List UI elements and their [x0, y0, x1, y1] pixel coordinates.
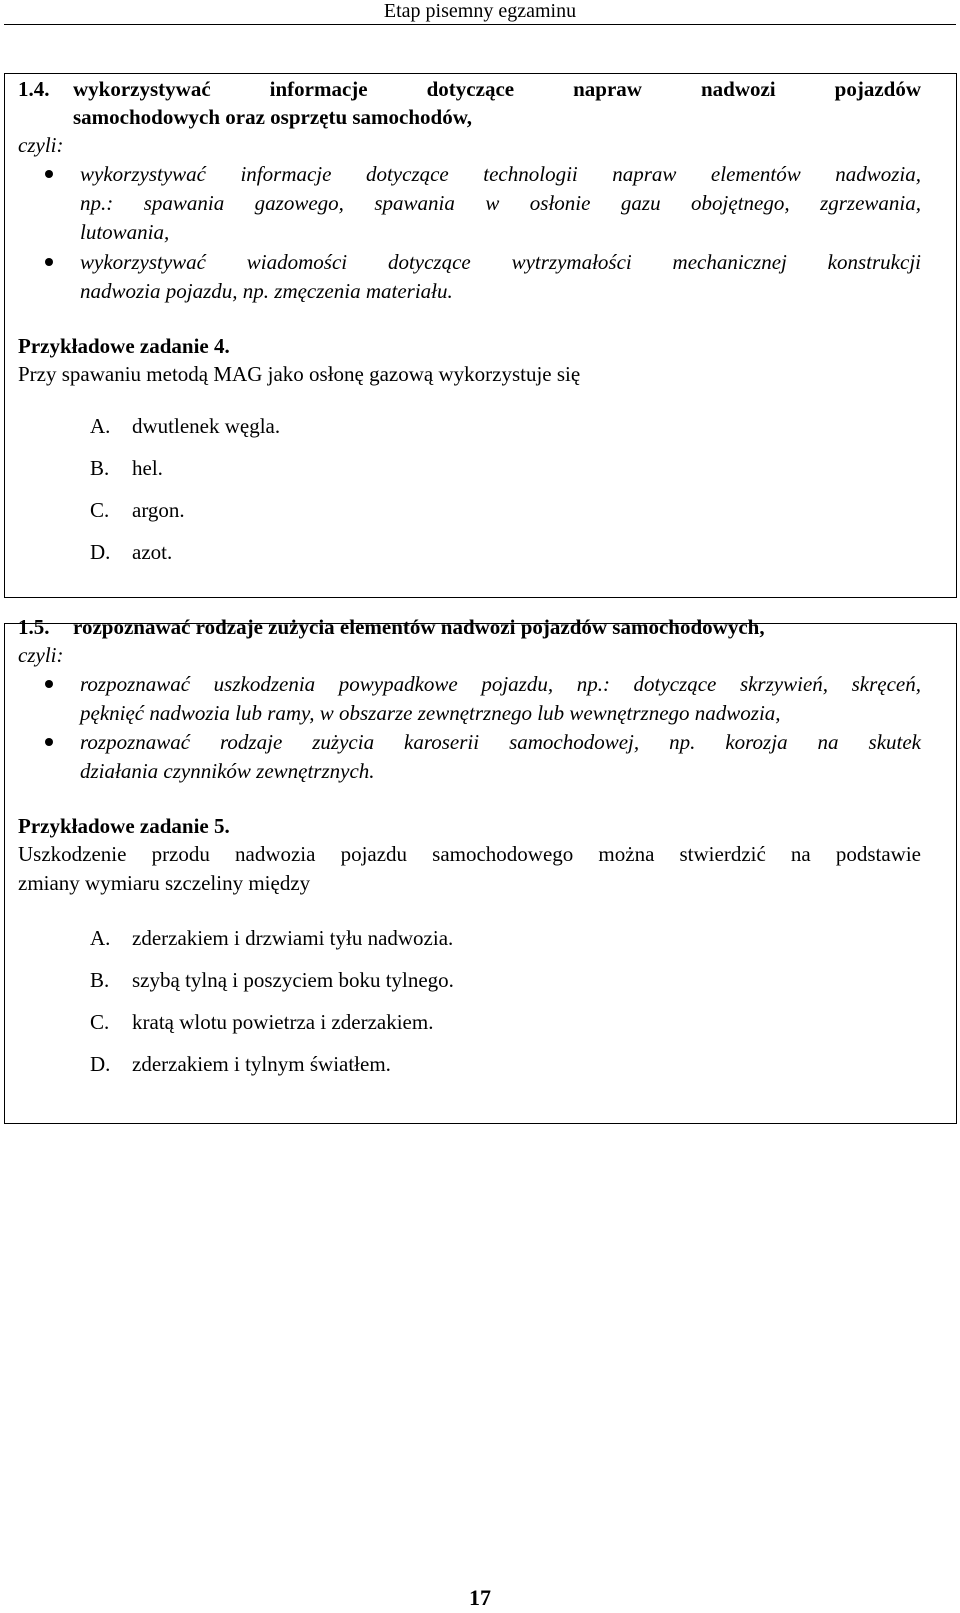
section-1-4-bullet1-line1: wykorzystywać informacje dotyczące technologii napraw elementów nadwozia, — [80, 162, 921, 186]
bullet-icon — [45, 258, 53, 266]
task-4-option-letter: D. — [90, 540, 111, 564]
section-1-4-bullet1-line3: lutowania, — [80, 220, 170, 244]
task-5-question-line2: zmiany wymiaru szczeliny między — [18, 871, 311, 895]
section-1-4-czyli: czyli: — [18, 133, 64, 157]
section-1-4-bullet1-line2: np.: spawania gazowego, spawania w osłonie gazu obojętnego, zgrzewania, — [80, 191, 921, 215]
section-1-4-number: 1.4. — [18, 77, 50, 101]
task-5-option-letter: A. — [90, 926, 111, 950]
section-1-5-bullet1-line1: rozpoznawać uszkodzenia powypadkowe pojazdu, np.: dotyczące skrzywień, skręceń, — [80, 672, 921, 696]
section-1-4-bullet2-line1: wykorzystywać wiadomości dotyczące wytrzymałości mechanicznej konstrukcji — [80, 250, 921, 274]
task-5-option-text: szybą tylną i poszyciem boku tylnego. — [132, 968, 454, 992]
header-rule — [4, 24, 956, 25]
section-1-4-bullet2-line2: nadwozia pojazdu, np. zmęczenia materiału. — [80, 279, 453, 303]
task-5-option-text: zderzakiem i tylnym światłem. — [132, 1052, 391, 1076]
task-4-heading: Przykładowe zadanie 4. — [18, 334, 230, 358]
section-1-5-bullet1-line2: pęknięć nadwozia lub ramy, w obszarze zewnętrznego lub wewnętrznego nadwozia, — [80, 701, 781, 725]
task-4-option-text: argon. — [132, 498, 185, 522]
bullet-icon — [45, 738, 53, 746]
section-1-5-bullet2-line2: działania czynników zewnętrznych. — [80, 759, 375, 783]
task-5-option-letter: B. — [90, 968, 110, 992]
task-4-option-text: hel. — [132, 456, 163, 480]
section-1-4-title-line1: wykorzystywać informacje dotyczące napraw nadwozi pojazdów — [73, 77, 921, 101]
section-1-5-number: 1.5. — [18, 615, 50, 639]
section-1-5-title: rozpoznawać rodzaje zużycia elementów nadwozi pojazdów samochodowych, — [73, 615, 765, 639]
task-5-option-letter: D. — [90, 1052, 111, 1076]
task-5-option-text: kratą wlotu powietrza i zderzakiem. — [132, 1010, 434, 1034]
task-4-option-text: dwutlenek węgla. — [132, 414, 281, 438]
task-4-question: Przy spawaniu metodą MAG jako osłonę gazową wykorzystuje się — [18, 362, 581, 386]
bullet-icon — [45, 170, 53, 178]
section-1-5-bullet2-line1: rozpoznawać rodzaje zużycia karoserii samochodowej, np. korozja na skutek — [80, 730, 921, 754]
running-header: Etap pisemny egzaminu — [383, 0, 577, 22]
section-1-4-title-line2: samochodowych oraz osprzętu samochodów, — [73, 105, 472, 129]
task-5-option-text: zderzakiem i drzwiami tyłu nadwozia. — [132, 926, 454, 950]
task-5-heading: Przykładowe zadanie 5. — [18, 814, 230, 838]
task-4-option-text: azot. — [132, 540, 173, 564]
task-4-option-letter: B. — [90, 456, 110, 480]
task-4-option-letter: A. — [90, 414, 111, 438]
task-5-option-letter: C. — [90, 1010, 110, 1034]
page-number: 17 — [469, 1585, 491, 1610]
task-4-option-letter: C. — [90, 498, 110, 522]
section-1-5-czyli: czyli: — [18, 643, 64, 667]
task-5-question-line1: Uszkodzenie przodu nadwozia pojazdu samochodowego można stwierdzić na podstawie — [18, 842, 921, 866]
bullet-icon — [45, 680, 53, 688]
